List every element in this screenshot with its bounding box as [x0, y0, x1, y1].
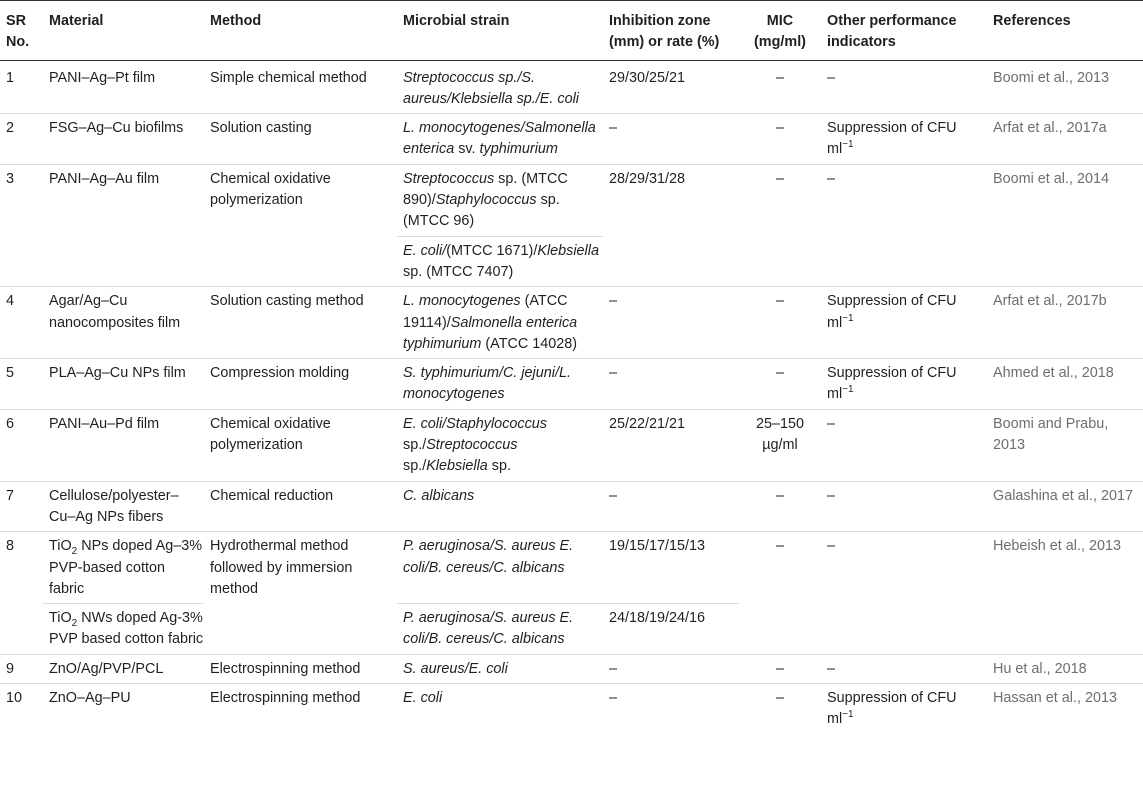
table-row: [0, 114, 1143, 165]
cell-inhibition: 25/22/21/21: [603, 409, 739, 481]
cell-strain: [397, 684, 603, 734]
cell-inhibition: –: [603, 684, 739, 734]
cell-ref: Arfat et al., 2017a: [987, 114, 1143, 165]
cell-other: [821, 359, 987, 410]
table-row: [0, 604, 1143, 655]
cell-strain: [397, 604, 603, 655]
cell-ref: Boomi et al., 2013: [993, 69, 1109, 86]
other-sup: −1: [842, 384, 854, 396]
cell-strain: [397, 236, 603, 287]
cell-ref: Ahmed et al., 2018: [987, 359, 1143, 410]
cell-inhibition: 24/18/19/24/16: [603, 604, 739, 655]
material-text: TiO: [49, 538, 72, 555]
cell-method: Hydrothermal method followed by immersion method: [204, 532, 397, 604]
cell-method: Compression molding: [204, 359, 397, 410]
cell-material: ZnO–Ag–PU: [43, 684, 204, 734]
cell-other: –: [827, 69, 836, 86]
cell-other: [821, 114, 987, 165]
cell-mic: –: [739, 359, 821, 410]
cell-method: Electrospinning method: [204, 684, 397, 734]
table-row: [0, 654, 1143, 683]
cell-material: PANI–Au–Pd film: [43, 409, 204, 481]
cell-ref: Boomi et al., 2014: [987, 164, 1143, 236]
cell-strain: [397, 164, 603, 236]
other-text: Suppression of CFU ml: [827, 293, 957, 331]
strain-text: sp. (MTCC 7407): [403, 263, 514, 280]
strain-text: Klebsiella: [426, 458, 488, 475]
cell-other: [821, 684, 987, 734]
header-refs: References: [987, 1, 1143, 61]
cell-other: –: [821, 409, 987, 481]
other-sup: −1: [842, 709, 854, 721]
header-sr: SR No.: [0, 1, 43, 61]
cell-method: Chemical oxidative polymerization: [204, 409, 397, 481]
material-text: TiO: [49, 610, 72, 627]
cell-method: Solution casting: [204, 114, 397, 165]
table-row: [0, 60, 1143, 114]
material-text: NPs doped Ag–3% PVP-based cotton fabric: [49, 538, 203, 597]
cell-mic: –: [739, 684, 821, 734]
cell-strain: [397, 654, 603, 683]
cell-material: Cellulose/polyester–Cu–Ag NPs fibers: [43, 481, 204, 532]
strain-text: E. coli/Staphylococcus: [403, 415, 547, 432]
header-strain: Microbial strain: [397, 1, 603, 61]
strain-text: Salmonella enterica typhimurium: [403, 314, 578, 352]
cell-mic: 25–150 µg/ml: [739, 409, 821, 481]
cell-sr: 10: [0, 684, 43, 734]
cell-method: Solution casting method: [204, 287, 397, 359]
strain-text: P. aeruginosa/S. aureus E. coli/B. cereus/C. albicans: [403, 538, 574, 576]
cell-method: Simple chemical method: [210, 69, 367, 86]
cell-strain: [397, 481, 603, 532]
cell-sr: 9: [0, 654, 43, 683]
strain-text: C. albicans: [403, 487, 475, 504]
cell-strain: [397, 409, 603, 481]
cell-inhibition: –: [603, 359, 739, 410]
table-row: [0, 236, 1143, 287]
material-sub: 2: [71, 618, 78, 629]
strain-text: Streptococcus sp./S. aureus/Klebsiella sp./E. coli: [403, 69, 579, 107]
header-other: Other performance indicators: [821, 1, 987, 61]
strain-text: S. typhimurium/C. jejuni/L. monocytogenes: [403, 365, 571, 403]
cell-strain: [397, 114, 603, 165]
cell-strain: [397, 359, 603, 410]
cell-sr: 1: [6, 69, 15, 86]
header-row: [0, 1, 1143, 61]
strain-text: (ATCC 19114)/: [403, 293, 568, 331]
header-mic: MIC (mg/ml): [739, 1, 821, 61]
other-text: Suppression of CFU ml: [827, 120, 957, 158]
cell-ref: Arfat et al., 2017b: [987, 287, 1143, 359]
table-row: [0, 684, 1143, 734]
header-inhibition: Inhibition zone (mm) or rate (%): [603, 1, 739, 61]
table-row: [0, 532, 1143, 604]
cell-material: PANI–Ag–Au film: [43, 164, 204, 236]
cell-strain: [397, 60, 603, 114]
cell-method: Electrospinning method: [204, 654, 397, 683]
strain-text: L. monocytogenes/Salmonella enterica: [403, 120, 596, 158]
strain-text: L. monocytogenes: [403, 293, 521, 310]
other-text: Suppression of CFU ml: [827, 365, 957, 403]
cell-ref: Boomi and Prabu, 2013: [987, 409, 1143, 481]
cell-inhibition: 29/30/25/21: [609, 69, 686, 86]
strain-text: Staphylococcus: [435, 192, 537, 209]
cell-ref: Hebeish et al., 2013: [987, 532, 1143, 604]
header-material: Material: [43, 1, 204, 61]
strain-text: sp. (MTCC 96): [403, 192, 560, 230]
cell-material: PANI–Ag–Pt film: [49, 69, 156, 86]
cell-material: ZnO/Ag/PVP/PCL: [43, 654, 204, 683]
other-sup: −1: [842, 312, 854, 324]
cell-other: [821, 287, 987, 359]
strain-text: typhimurium: [479, 141, 558, 158]
cell-sr: 7: [0, 481, 43, 532]
strain-text: P. aeruginosa/S. aureus E. coli/B. cereus/C. albicans: [403, 610, 574, 648]
cell-sr: 8: [0, 532, 43, 604]
cell-mic: –: [739, 654, 821, 683]
cell-inhibition: –: [603, 481, 739, 532]
cell-inhibition: 19/15/17/15/13: [603, 532, 739, 604]
strain-text: Klebsiella: [537, 242, 599, 259]
cell-other: –: [821, 481, 987, 532]
cell-mic: –: [739, 481, 821, 532]
strain-text: sp./: [403, 437, 427, 454]
cell-mic: –: [739, 164, 821, 236]
table-row: [0, 287, 1143, 359]
cell-sr: 4: [0, 287, 43, 359]
cell-material: [43, 532, 204, 604]
strain-text: sp. (MTCC 890)/: [403, 170, 568, 209]
cell-ref: Galashina et al., 2017: [987, 481, 1143, 532]
cell-inhibition: –: [603, 287, 739, 359]
table-row: [0, 481, 1143, 532]
cell-mic: –: [739, 287, 821, 359]
strain-text: (MTCC 1671)/: [446, 242, 538, 259]
table-row: [0, 359, 1143, 410]
cell-material: FSG–Ag–Cu biofilms: [43, 114, 204, 165]
cell-strain: [397, 287, 603, 359]
strain-text: E. coli: [403, 690, 443, 707]
table-row: [0, 409, 1143, 481]
cell-other: –: [821, 164, 987, 236]
cell-method: Chemical reduction: [204, 481, 397, 532]
strain-text: (ATCC 14028): [481, 335, 578, 352]
cell-material: PLA–Ag–Cu NPs film: [43, 359, 204, 410]
cell-strain: [397, 532, 603, 604]
cell-sr: 6: [0, 409, 43, 481]
cell-method: Chemical oxidative polymerization: [204, 164, 397, 236]
strain-text: S. aureus/E. coli: [403, 660, 508, 677]
strain-text: E. coli/: [403, 242, 447, 259]
material-text: NWs doped Ag-3% PVP based cotton fabric: [49, 610, 204, 648]
cell-inhibition: –: [603, 654, 739, 683]
cell-inhibition: –: [603, 114, 739, 165]
table-row: [0, 164, 1143, 236]
cell-mic: –: [739, 114, 821, 165]
strain-text: sp./: [403, 458, 427, 475]
cell-sr: 2: [0, 114, 43, 165]
cell-mic: –: [739, 532, 821, 604]
cell-inhibition: 28/29/31/28: [603, 164, 739, 236]
cell-mic: –: [775, 69, 784, 86]
cell-other: –: [821, 654, 987, 683]
strain-text: sp.: [487, 458, 512, 475]
cell-ref: Hu et al., 2018: [987, 654, 1143, 683]
strain-text: sv.: [454, 141, 480, 158]
other-text: Suppression of CFU ml: [827, 690, 957, 728]
cell-material: [43, 604, 204, 655]
other-sup: −1: [842, 139, 854, 151]
cell-sr: 3: [0, 164, 43, 236]
cell-ref: Hassan et al., 2013: [987, 684, 1143, 734]
cell-other: –: [821, 532, 987, 604]
material-sub: 2: [71, 546, 78, 558]
header-method: Method: [204, 1, 397, 61]
cell-material: Agar/Ag–Cu nanocomposites film: [43, 287, 204, 359]
cell-sr: 5: [0, 359, 43, 410]
strain-text: Streptococcus: [403, 170, 495, 187]
strain-text: Streptococcus: [426, 437, 518, 454]
